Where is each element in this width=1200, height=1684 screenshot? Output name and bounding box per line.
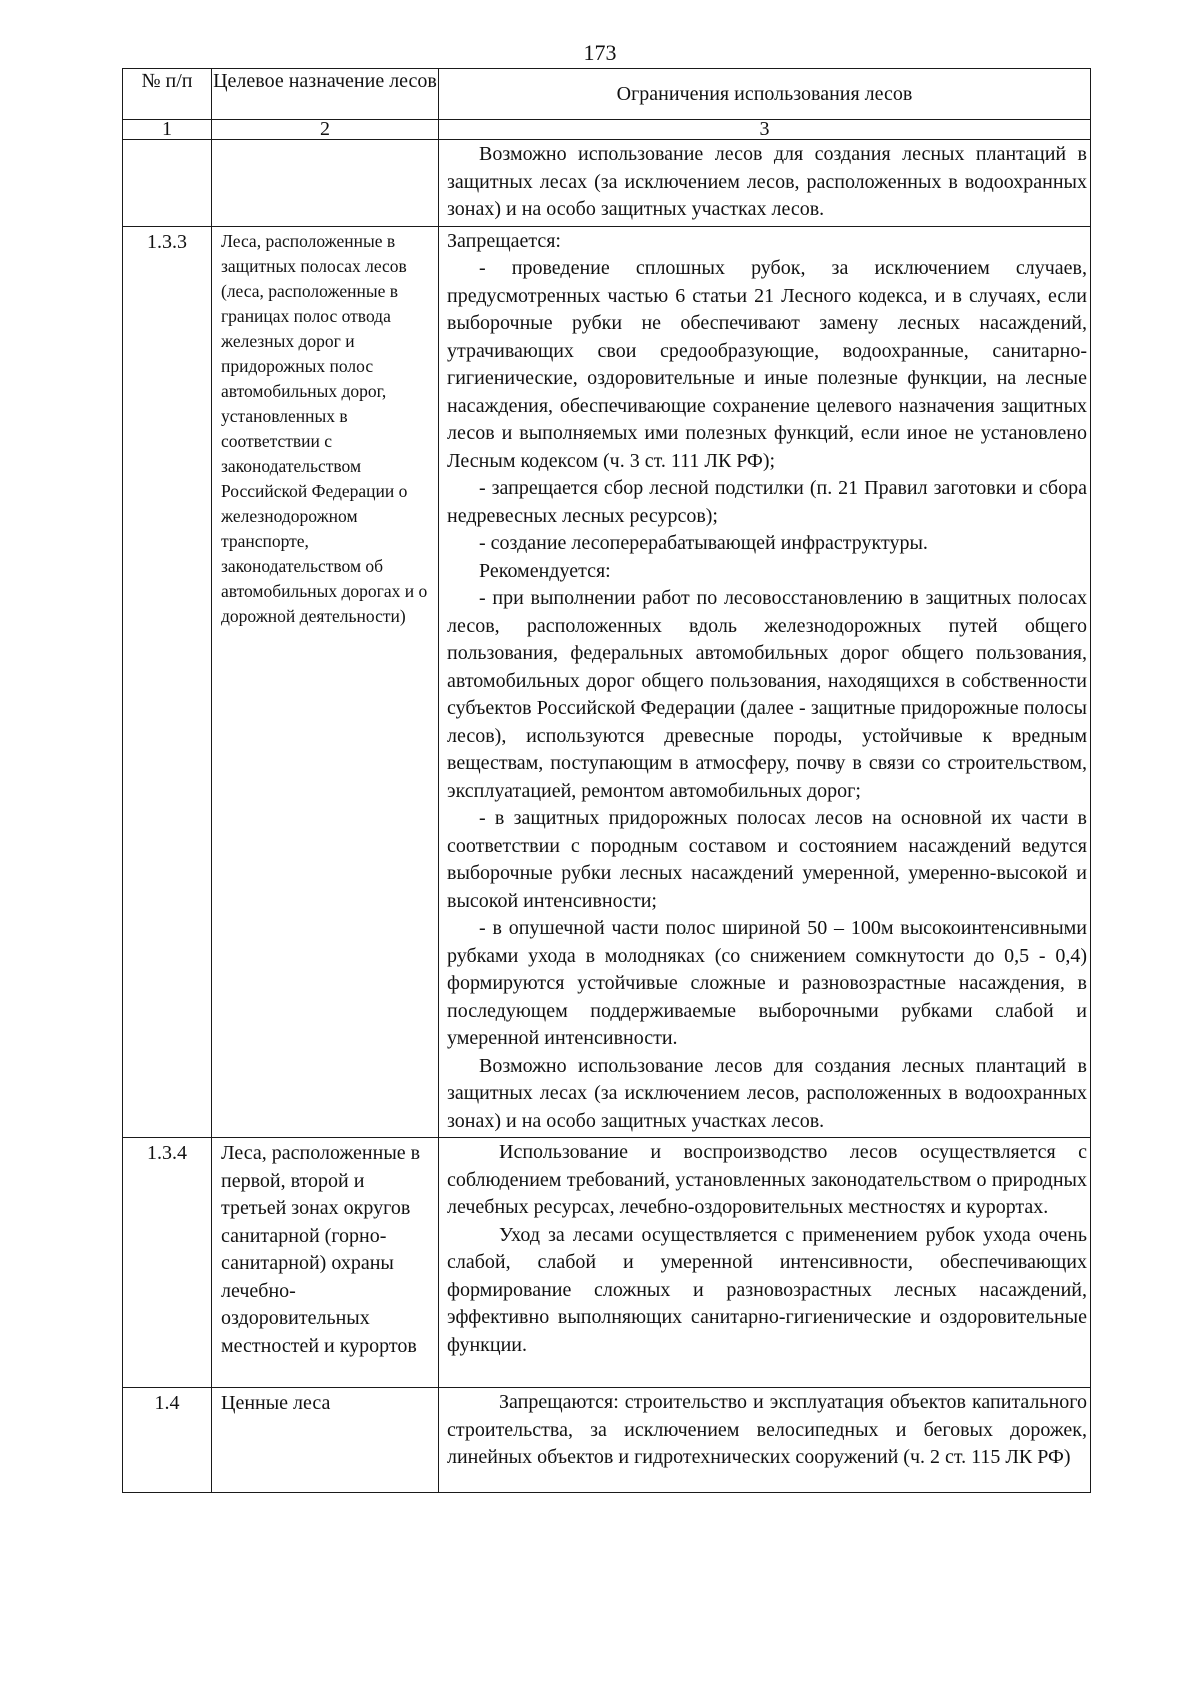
row-restrictions-cell	[439, 1388, 1091, 1493]
row-purpose-cell: Ценные леса	[212, 1388, 439, 1493]
col-index-2: 2	[212, 120, 439, 140]
header-restrictions: Ограничения использования лесов	[439, 69, 1091, 120]
row-restrictions-cell	[439, 1138, 1091, 1388]
row-num-cell: 1.4	[123, 1388, 212, 1493]
page-number: 173	[583, 40, 617, 65]
table-row-1-4	[123, 1388, 1091, 1493]
restriction-paragraph: Возможно использование лесов для создания лесных плантаций в защитных лесах (за исключением лесов, расположенных в водоохранных зонах) и на особо защитных участках лесов.	[447, 143, 1087, 220]
col-index-1: 1	[123, 120, 212, 140]
restriction-paragraph: - проведение сплошных рубок, за исключением случаев, предусмотренных частью 6 статьи 21 Лесного кодекса, и в случаях, если выборочные рубки не обеспечивают замену лесных насаждений, утрачивающих свои средообразующие, водоохранные, санитарно-гигиенические, оздоровительные и иные полезные функции, на лесные насаждения, обеспечивающие сохранение целевого назначения защитных лесов и выполняемых ими полезных функций, если иное не установлено Лесным кодексом (ч. 3 ст. 111 ЛК РФ);	[447, 257, 1087, 472]
restriction-paragraph: Запрещается:	[447, 229, 561, 252]
header-num: № п/п	[123, 69, 212, 120]
table-row-continued	[123, 140, 1091, 227]
row-num-cell	[123, 140, 212, 227]
row-purpose-cell	[212, 140, 439, 227]
row-purpose-cell: Леса, расположенные в первой, второй и третьей зонах округов санитарной (горно-санитарной) охраны лечебно-оздоровительных местностей и курортов	[212, 1138, 439, 1388]
restriction-paragraph: Рекомендуется:	[479, 559, 611, 582]
table-row-1-3-3	[123, 226, 1091, 1138]
restriction-paragraph: - создание лесоперерабатывающей инфраструктуры.	[479, 532, 928, 554]
row-restrictions-cell	[439, 226, 1091, 1138]
column-index-row	[123, 120, 1091, 140]
restriction-paragraph: Использование и воспроизводство лесов осуществляется с соблюдением требований, установленных законодательством о природных лечебных ресурсах, лечебно-оздоровительных местностях и курортах.	[447, 1141, 1087, 1218]
forest-restrictions-table	[122, 68, 1091, 1493]
table-row-1-3-4	[123, 1138, 1091, 1388]
restriction-paragraph: - запрещается сбор лесной подстилки (п. 21 Правил заготовки и сбора недревесных лесных ресурсов);	[447, 477, 1087, 527]
restriction-paragraph: - в защитных придорожных полосах лесов на основной их части в соответствии с породным составом и состоянием насаждений ведутся выборочные рубки лесных насаждений умеренной, умеренно-высокой и высокой интенсивности;	[447, 807, 1087, 912]
restriction-paragraph: - в опушечной части полос шириной 50 – 100м высокоинтенсивными рубками ухода в молодняках (со снижением сомкнутости до 0,5 - 0,4) формируются устойчивые сложные и разновозрастные насаждения, в последующем поддерживаемые выборочными рубками слабой и умеренной интенсивности.	[447, 917, 1087, 1049]
row-purpose-cell: Леса, расположенные в защитных полосах лесов (леса, расположенные в границах полос отвода железных дорог и придорожных полос автомобильных дорог, установленных в соответствии с законодательством Российской Федерации о железнодорожном транспорте, законодательством об автомобильных дорогах и о дорожной деятельности)	[212, 226, 439, 1138]
row-num-cell: 1.3.3	[123, 226, 212, 1138]
restriction-paragraph: Запрещаются: строительство и эксплуатация объектов капитального строительства, за исключением велосипедных и беговых дорожек, линейных объектов и гидротехнических сооружений (ч. 2 ст. 115 ЛК РФ)	[447, 1391, 1087, 1468]
row-restrictions-cell	[439, 140, 1091, 227]
restriction-paragraph: Возможно использование лесов для создания лесных плантаций в защитных лесах (за исключением лесов, расположенных в водоохранных зонах) и на особо защитных участках лесов.	[447, 1054, 1087, 1132]
restriction-paragraph: - при выполнении работ по лесовосстановлению в защитных полосах лесов, расположенных вдоль железнодорожных путей общего пользования, федеральных автомобильных дорог общего пользования, автомобильных дорог общего пользования, находящихся в собственности субъектов Российской Федерации (далее - защитные придорожные полосы лесов), используются древесные породы, устойчивые к вредным веществам, поступающим в атмосферу, почву в связи со строительством, эксплуатацией, ремонтом автомобильных дорог;	[447, 587, 1087, 802]
header-purpose: Целевое назначение лесов	[212, 69, 439, 120]
col-index-3: 3	[439, 120, 1091, 140]
row-num-cell: 1.3.4	[123, 1138, 212, 1388]
restriction-paragraph: Уход за лесами осуществляется с применением рубок ухода очень слабой, слабой и умеренной интенсивности, обеспечивающих формирование сложных и разновозрастных лесных насаждений, эффективно выполняющих санитарно-гигиенические и оздоровительные функции.	[447, 1223, 1087, 1356]
table-header-row	[123, 69, 1091, 120]
